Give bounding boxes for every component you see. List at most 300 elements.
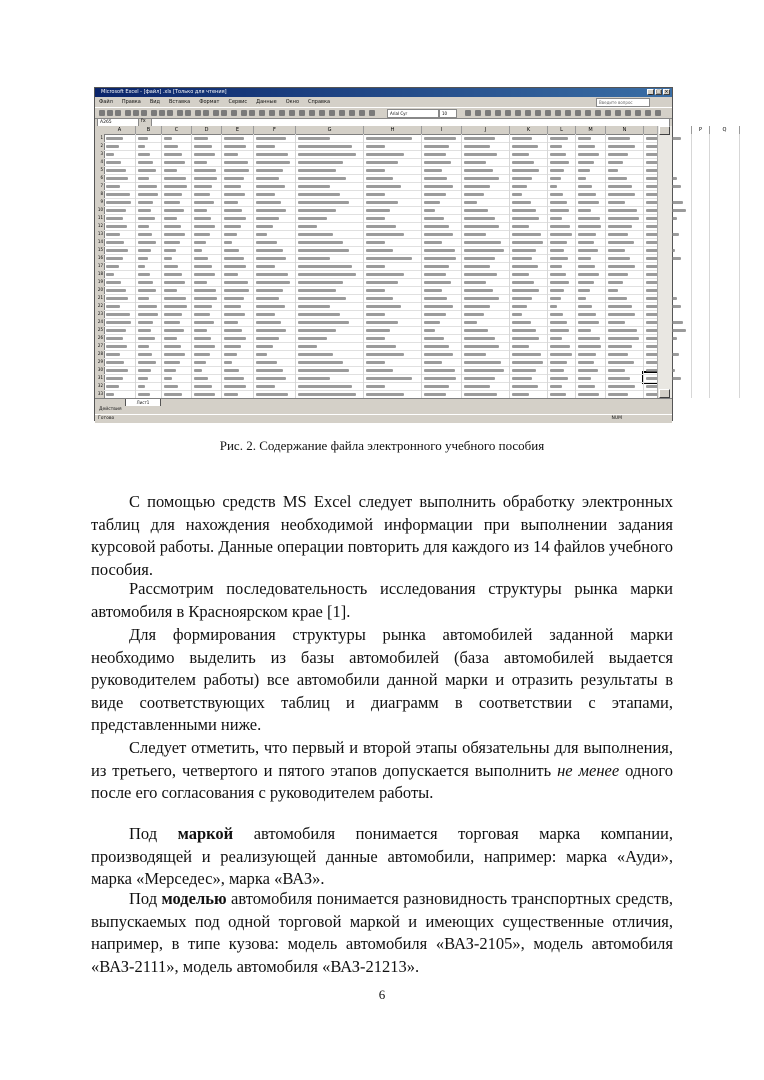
cell-content	[424, 281, 451, 284]
cell-content	[298, 321, 349, 324]
cell-content	[608, 321, 625, 324]
toolbar-button-icon	[575, 110, 581, 116]
cell-content	[578, 185, 592, 188]
cell-content	[608, 193, 635, 196]
column-header: F	[254, 126, 296, 134]
cell-content	[424, 193, 446, 196]
status-left: Готово	[98, 416, 115, 421]
cell-content	[608, 209, 637, 212]
row-header: 16	[97, 255, 103, 260]
cell-content	[366, 313, 385, 316]
toolbar-button-icon	[465, 110, 471, 116]
grid-column-line	[509, 134, 510, 398]
cell-content	[164, 345, 181, 348]
window-title: Microsoft Excel - [файл] .xls [Только для чтения]	[101, 89, 227, 95]
cell-content	[424, 297, 447, 300]
cell-content	[512, 329, 536, 332]
cell-content	[256, 177, 279, 180]
cell-content	[464, 241, 501, 244]
cell-content	[138, 273, 150, 276]
paragraph-2	[91, 578, 673, 623]
cell-content	[578, 265, 595, 268]
toolbar-button-icon	[359, 110, 365, 116]
cell-content	[256, 281, 290, 284]
row-header: 2	[100, 143, 103, 148]
toolbar-button-icon	[615, 110, 621, 116]
cell-content	[608, 161, 623, 164]
row-header: 13	[97, 231, 103, 236]
cell-content	[608, 201, 625, 204]
cell-content	[464, 353, 486, 356]
cell-content	[256, 241, 277, 244]
cell-content	[224, 369, 239, 372]
cell-content	[424, 257, 456, 260]
cell-content	[106, 233, 120, 236]
cell-content	[512, 225, 529, 228]
font-size-box: 10	[439, 109, 457, 118]
row-header: 20	[97, 287, 103, 292]
cell-content	[194, 361, 206, 364]
cell-content	[424, 177, 447, 180]
cell-content	[366, 161, 398, 164]
cell-content	[298, 289, 336, 292]
grid-row-line	[104, 262, 660, 263]
cell-content	[194, 329, 207, 332]
cell-content	[424, 289, 442, 292]
cell-content	[608, 153, 628, 156]
cell-content	[424, 385, 449, 388]
cell-content	[138, 385, 145, 388]
cell-content	[298, 193, 340, 196]
toolbar-button-icon	[349, 110, 355, 116]
cell-content	[512, 353, 541, 356]
cell-content	[106, 217, 123, 220]
cell-content	[366, 361, 385, 364]
cell-content	[608, 225, 632, 228]
grid-row-line	[104, 206, 660, 207]
cell-content	[550, 329, 569, 332]
toolbar-button-icon	[159, 110, 165, 116]
row-header: 4	[100, 159, 103, 164]
cell-content	[224, 193, 245, 196]
cell-content	[578, 177, 586, 180]
toolbar-button-icon	[319, 110, 325, 116]
row-header: 19	[97, 279, 103, 284]
cell-content	[164, 161, 185, 164]
toolbar-button-icon	[535, 110, 541, 116]
cell-content	[256, 145, 275, 148]
cell-content	[608, 169, 618, 172]
cell-content	[106, 377, 123, 380]
paragraph-1	[91, 491, 673, 581]
cell-content	[164, 153, 182, 156]
cell-content	[366, 257, 412, 260]
cell-content	[164, 201, 180, 204]
cell-content	[550, 305, 557, 308]
toolbar-button-icon	[133, 110, 139, 116]
paragraph-2-text: Рассмотрим последовательность исследования структуры рынка марки автомобиля в Красноярском крае [1].	[91, 579, 673, 621]
grid-column-line	[161, 134, 162, 398]
cell-content	[106, 177, 128, 180]
grid-row-line	[104, 158, 660, 159]
grid-row-line	[104, 278, 660, 279]
toolbar-button-icon	[475, 110, 481, 116]
cell-content	[608, 393, 628, 396]
cell-content	[194, 289, 216, 292]
cell-content	[578, 241, 594, 244]
cell-content	[464, 225, 499, 228]
cell-content	[424, 361, 442, 364]
toolbar-button-icon	[555, 110, 561, 116]
cell-content	[224, 345, 241, 348]
cell-content	[194, 393, 215, 396]
cell-content	[224, 273, 238, 276]
cell-content	[608, 185, 632, 188]
cell-content	[578, 393, 599, 396]
cell-content	[512, 289, 539, 292]
cell-content	[464, 209, 488, 212]
row-header: 32	[97, 383, 103, 388]
cell-content	[464, 289, 493, 292]
toolbar-button-icon	[177, 110, 183, 116]
row-header: 12	[97, 223, 103, 228]
cell-content	[194, 161, 207, 164]
cell-content	[106, 265, 119, 268]
toolbar-button-icon	[585, 110, 591, 116]
cell-content	[608, 257, 630, 260]
cell-content	[106, 201, 131, 204]
cell-content	[106, 321, 131, 324]
cell-content	[138, 361, 156, 364]
cell-content	[106, 249, 128, 252]
draw-label: Действия	[99, 407, 122, 412]
cell-content	[298, 217, 327, 220]
cell-content	[366, 153, 404, 156]
cell-content	[298, 153, 356, 156]
menu-item: Правка	[121, 99, 141, 105]
cell-content	[138, 249, 151, 252]
cell-content	[298, 281, 343, 284]
toolbar-button-icon	[635, 110, 641, 116]
cell-content	[550, 361, 567, 364]
close-icon: ×	[664, 89, 669, 95]
cell-content	[224, 161, 248, 164]
cell-content	[164, 249, 176, 252]
cell-content	[106, 153, 114, 156]
paragraph-5	[91, 823, 673, 891]
toolbar-button-icon	[625, 110, 631, 116]
cell-content	[224, 185, 241, 188]
cell-content	[578, 297, 586, 300]
cell-content	[578, 273, 599, 276]
cell-content	[256, 169, 283, 172]
cell-content	[106, 305, 120, 308]
cell-content	[512, 241, 543, 244]
cell-content	[512, 201, 531, 204]
cell-content	[138, 377, 148, 380]
cell-content	[298, 241, 343, 244]
maximize-icon: □	[656, 89, 661, 95]
cell-content	[608, 345, 632, 348]
vertical-scrollbar	[657, 126, 672, 398]
cell-content	[224, 393, 238, 396]
cell-content	[464, 369, 504, 372]
cell-content	[256, 313, 275, 316]
row-header: 14	[97, 239, 103, 244]
column-header: L	[548, 126, 576, 134]
cell-content	[550, 345, 570, 348]
cell-content	[464, 201, 477, 204]
cell-content	[256, 161, 290, 164]
cell-content	[224, 209, 242, 212]
cell-content	[194, 353, 210, 356]
cell-content	[224, 217, 246, 220]
cell-content	[464, 305, 490, 308]
cell-content	[578, 353, 596, 356]
scroll-up-icon	[659, 126, 670, 135]
cell-content	[106, 273, 114, 276]
cell-content	[550, 137, 568, 140]
cell-content	[608, 273, 628, 276]
fx-icon: fx	[141, 118, 146, 124]
grid-row-line	[104, 342, 660, 343]
cell-content	[298, 233, 333, 236]
cell-content	[138, 209, 151, 212]
cell-content	[256, 337, 279, 340]
cell-content	[366, 201, 398, 204]
cell-content	[512, 169, 539, 172]
cell-content	[138, 177, 149, 180]
row-header: 22	[97, 303, 103, 308]
grid-row-line	[104, 366, 660, 367]
cell-content	[164, 225, 181, 228]
cell-content	[366, 337, 385, 340]
cell-content	[256, 137, 286, 140]
cell-content	[138, 153, 150, 156]
toolbar-button-icon	[309, 110, 315, 116]
cell-content	[138, 145, 145, 148]
cell-content	[256, 353, 267, 356]
cell-content	[138, 241, 156, 244]
cell-content	[106, 169, 126, 172]
cell-content	[366, 249, 393, 252]
cell-content	[256, 273, 288, 276]
cell-content	[224, 385, 246, 388]
cell-content	[138, 289, 156, 292]
cell-content	[256, 329, 286, 332]
cell-content	[608, 289, 618, 292]
cell-content	[424, 265, 449, 268]
cell-content	[424, 329, 435, 332]
toolbar-button-icon	[231, 110, 237, 116]
cell-content	[578, 217, 600, 220]
cell-content	[608, 137, 630, 140]
cell-content	[194, 337, 211, 340]
toolbar-button-icon	[241, 110, 247, 116]
cell-content	[366, 225, 396, 228]
cell-content	[366, 305, 401, 308]
grid-column-line	[643, 134, 644, 398]
grid-row-line	[104, 302, 660, 303]
cell-content	[298, 345, 317, 348]
cell-content	[464, 145, 490, 148]
cell-content	[464, 217, 495, 220]
toolbar-button-icon	[485, 110, 491, 116]
cell-content	[550, 233, 572, 236]
cell-content	[578, 329, 591, 332]
cell-content	[550, 153, 566, 156]
column-header: N	[606, 126, 644, 134]
cell-content	[224, 257, 244, 260]
menu-item: Окно	[285, 99, 300, 105]
cell-content	[366, 137, 412, 140]
cell-content	[194, 193, 210, 196]
row-header: 5	[100, 167, 103, 172]
cell-content	[424, 169, 442, 172]
cell-content	[512, 337, 539, 340]
cell-content	[578, 337, 600, 340]
cell-content	[608, 361, 634, 364]
toolbar-button-icon	[495, 110, 501, 116]
cell-content	[464, 393, 497, 396]
grid-row-line	[104, 190, 660, 191]
cell-content	[194, 297, 217, 300]
cell-content	[164, 177, 186, 180]
cell-content	[224, 249, 239, 252]
cell-content	[366, 233, 404, 236]
cell-content	[164, 265, 178, 268]
paragraph-6	[91, 888, 673, 978]
cell-content	[512, 161, 534, 164]
cell-content	[366, 169, 385, 172]
paragraph-6-text-a: Под	[129, 889, 162, 908]
cell-content	[298, 265, 352, 268]
grid-row-line	[104, 150, 660, 151]
column-header: I	[422, 126, 462, 134]
toolbar-button-icon	[249, 110, 255, 116]
toolbar-button-icon	[185, 110, 191, 116]
cell-content	[550, 281, 569, 284]
cell-content	[366, 177, 393, 180]
cell-content	[550, 225, 570, 228]
cell-content	[550, 169, 564, 172]
cell-content	[608, 249, 625, 252]
help-search-box: Введите вопрос	[596, 98, 650, 107]
cell-content	[366, 345, 396, 348]
cell-content	[608, 353, 628, 356]
cell-content	[298, 177, 346, 180]
cell-content	[194, 273, 215, 276]
cell-content	[256, 385, 275, 388]
cell-content	[138, 137, 148, 140]
cell-content	[138, 225, 149, 228]
cell-content	[298, 161, 343, 164]
column-header: H	[364, 126, 422, 134]
cell-content	[464, 169, 493, 172]
cell-content	[550, 313, 563, 316]
cell-content	[578, 225, 601, 228]
toolbar-button-icon	[141, 110, 147, 116]
paragraph-5-text-b: автомобиля понимается торговая марка компании, производящей и реализующей данные автомобили, например: марка «Ауди», марка «Мерседес», марка «ВАЗ».	[91, 824, 673, 888]
cell-content	[366, 297, 393, 300]
column-header: B	[136, 126, 162, 134]
toolbar-button-icon	[167, 110, 173, 116]
cell-content	[578, 377, 591, 380]
grid-column-line	[739, 134, 740, 398]
cell-content	[464, 297, 499, 300]
row-header: 24	[97, 319, 103, 324]
grid-column-line	[363, 134, 364, 398]
cell-content	[578, 193, 596, 196]
cell-content	[578, 249, 598, 252]
cell-content	[550, 297, 561, 300]
menu-item: Справка	[308, 99, 331, 105]
formula-bar	[95, 117, 672, 126]
row-header: 11	[97, 215, 103, 220]
cell-content	[550, 201, 567, 204]
cell-content	[224, 233, 237, 236]
cell-content	[578, 385, 595, 388]
cell-content	[194, 377, 208, 380]
cell-content	[608, 377, 630, 380]
cell-content	[464, 233, 486, 236]
cell-content	[138, 321, 153, 324]
grid-row-line	[104, 238, 660, 239]
cell-content	[106, 225, 127, 228]
cell-content	[164, 137, 172, 140]
cell-content	[194, 217, 211, 220]
grid-row-line	[104, 246, 660, 247]
cell-content	[164, 353, 185, 356]
cell-content	[194, 201, 214, 204]
cell-content	[608, 281, 623, 284]
cell-content	[138, 345, 149, 348]
cell-content	[578, 257, 591, 260]
grid-column-line	[221, 134, 222, 398]
column-header: G	[296, 126, 364, 134]
cell-content	[224, 137, 244, 140]
cell-content	[464, 265, 490, 268]
cell-content	[298, 169, 336, 172]
cell-content	[424, 377, 456, 380]
grid-row-line	[104, 374, 660, 375]
name-box: A265	[97, 118, 139, 127]
cell-content	[256, 217, 279, 220]
cell-content	[164, 209, 184, 212]
cell-content	[366, 217, 385, 220]
cell-content	[512, 305, 527, 308]
cell-content	[138, 353, 152, 356]
toolbar-button-icon	[125, 110, 131, 116]
cell-content	[224, 321, 238, 324]
grid-row-line	[104, 382, 660, 383]
cell-content	[224, 297, 244, 300]
cell-content	[578, 281, 594, 284]
cell-content	[366, 185, 401, 188]
row-header: 33	[97, 391, 103, 396]
cell-content	[164, 185, 187, 188]
cell-content	[464, 361, 501, 364]
cell-content	[550, 385, 562, 388]
cell-content	[106, 369, 128, 372]
cell-content	[194, 265, 212, 268]
cell-content	[164, 297, 186, 300]
cell-content	[550, 265, 562, 268]
cell-content	[424, 209, 435, 212]
row-header: 18	[97, 271, 103, 276]
cell-content	[256, 289, 283, 292]
cell-content	[164, 193, 182, 196]
